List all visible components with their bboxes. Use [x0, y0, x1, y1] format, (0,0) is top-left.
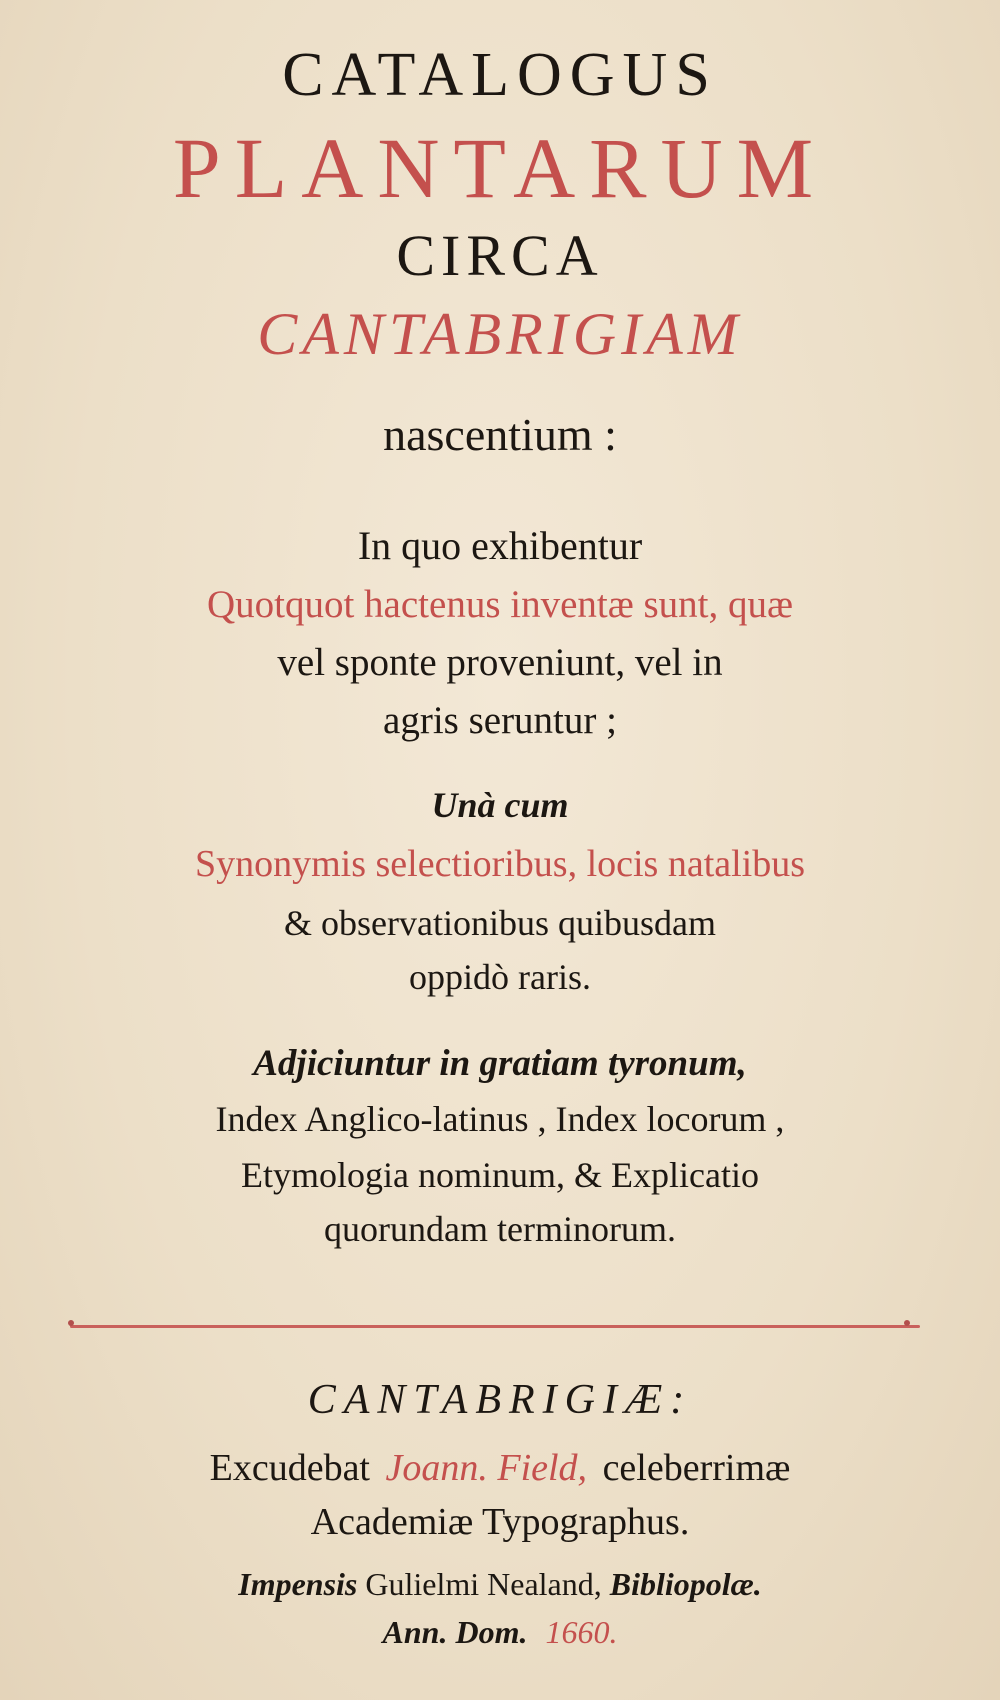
imprint-excudebat: Excudebat: [209, 1447, 370, 1489]
imprint-year: 1660.: [545, 1614, 618, 1650]
imprint-printer-line: [40, 1446, 960, 1490]
imprint-celeberrimae: celeberrimæ: [602, 1447, 791, 1489]
body2-line2: Synonymis selectioribus, locis natalibus: [194, 843, 806, 885]
body3-line4: quorundam terminorum.: [324, 1209, 676, 1249]
body3-line3: Etymologia nominum, & Explicatio: [241, 1155, 759, 1195]
body1-line3: vel sponte proveniunt, vel in: [277, 641, 723, 684]
imprint-bookseller: Gulielmi Nealand,: [365, 1566, 602, 1602]
body2-line1: Unà cum: [431, 785, 569, 825]
imprint-place: CANTABRIGIÆ:: [307, 1377, 693, 1423]
body2-line3: & observationibus quibusdam: [284, 903, 716, 943]
body3-line1: Adjiciuntur in gratiam tyronum,: [253, 1043, 747, 1084]
body1-line2: Quotquot hactenus inventæ sunt, quæ: [206, 583, 794, 626]
title-plantarum: PLANTARUM: [172, 120, 828, 216]
rule-right-dot: [904, 1320, 910, 1326]
imprint-impensis-line: [40, 1566, 960, 1603]
body2-line4: oppidò raris.: [409, 957, 591, 997]
imprint-year-line: [40, 1614, 960, 1651]
imprint-year-prefix: Ann. Dom.: [382, 1614, 528, 1650]
title-circa: CIRCA: [396, 223, 604, 288]
rule-left-dot: [68, 1320, 74, 1326]
body3-line2: Index Anglico-latinus , Index locorum ,: [215, 1099, 785, 1139]
body1-line4: agris seruntur ;: [383, 699, 617, 742]
title-catalogus: CATALOGUS: [282, 41, 718, 109]
red-divider-rule: [70, 1325, 920, 1328]
title-nascentium: nascentium :: [383, 409, 617, 460]
imprint-academiae: Academiæ Typographus.: [310, 1501, 690, 1543]
imprint-printer-name: Joann. Field,: [385, 1447, 588, 1489]
title-cantabrigiam: CANTABRIGIAM: [257, 301, 743, 367]
imprint-bibliopolae: Bibliopolæ.: [609, 1566, 762, 1602]
body1-line1: In quo exhibentur: [357, 523, 643, 568]
imprint-impensis: Impensis: [238, 1566, 358, 1602]
